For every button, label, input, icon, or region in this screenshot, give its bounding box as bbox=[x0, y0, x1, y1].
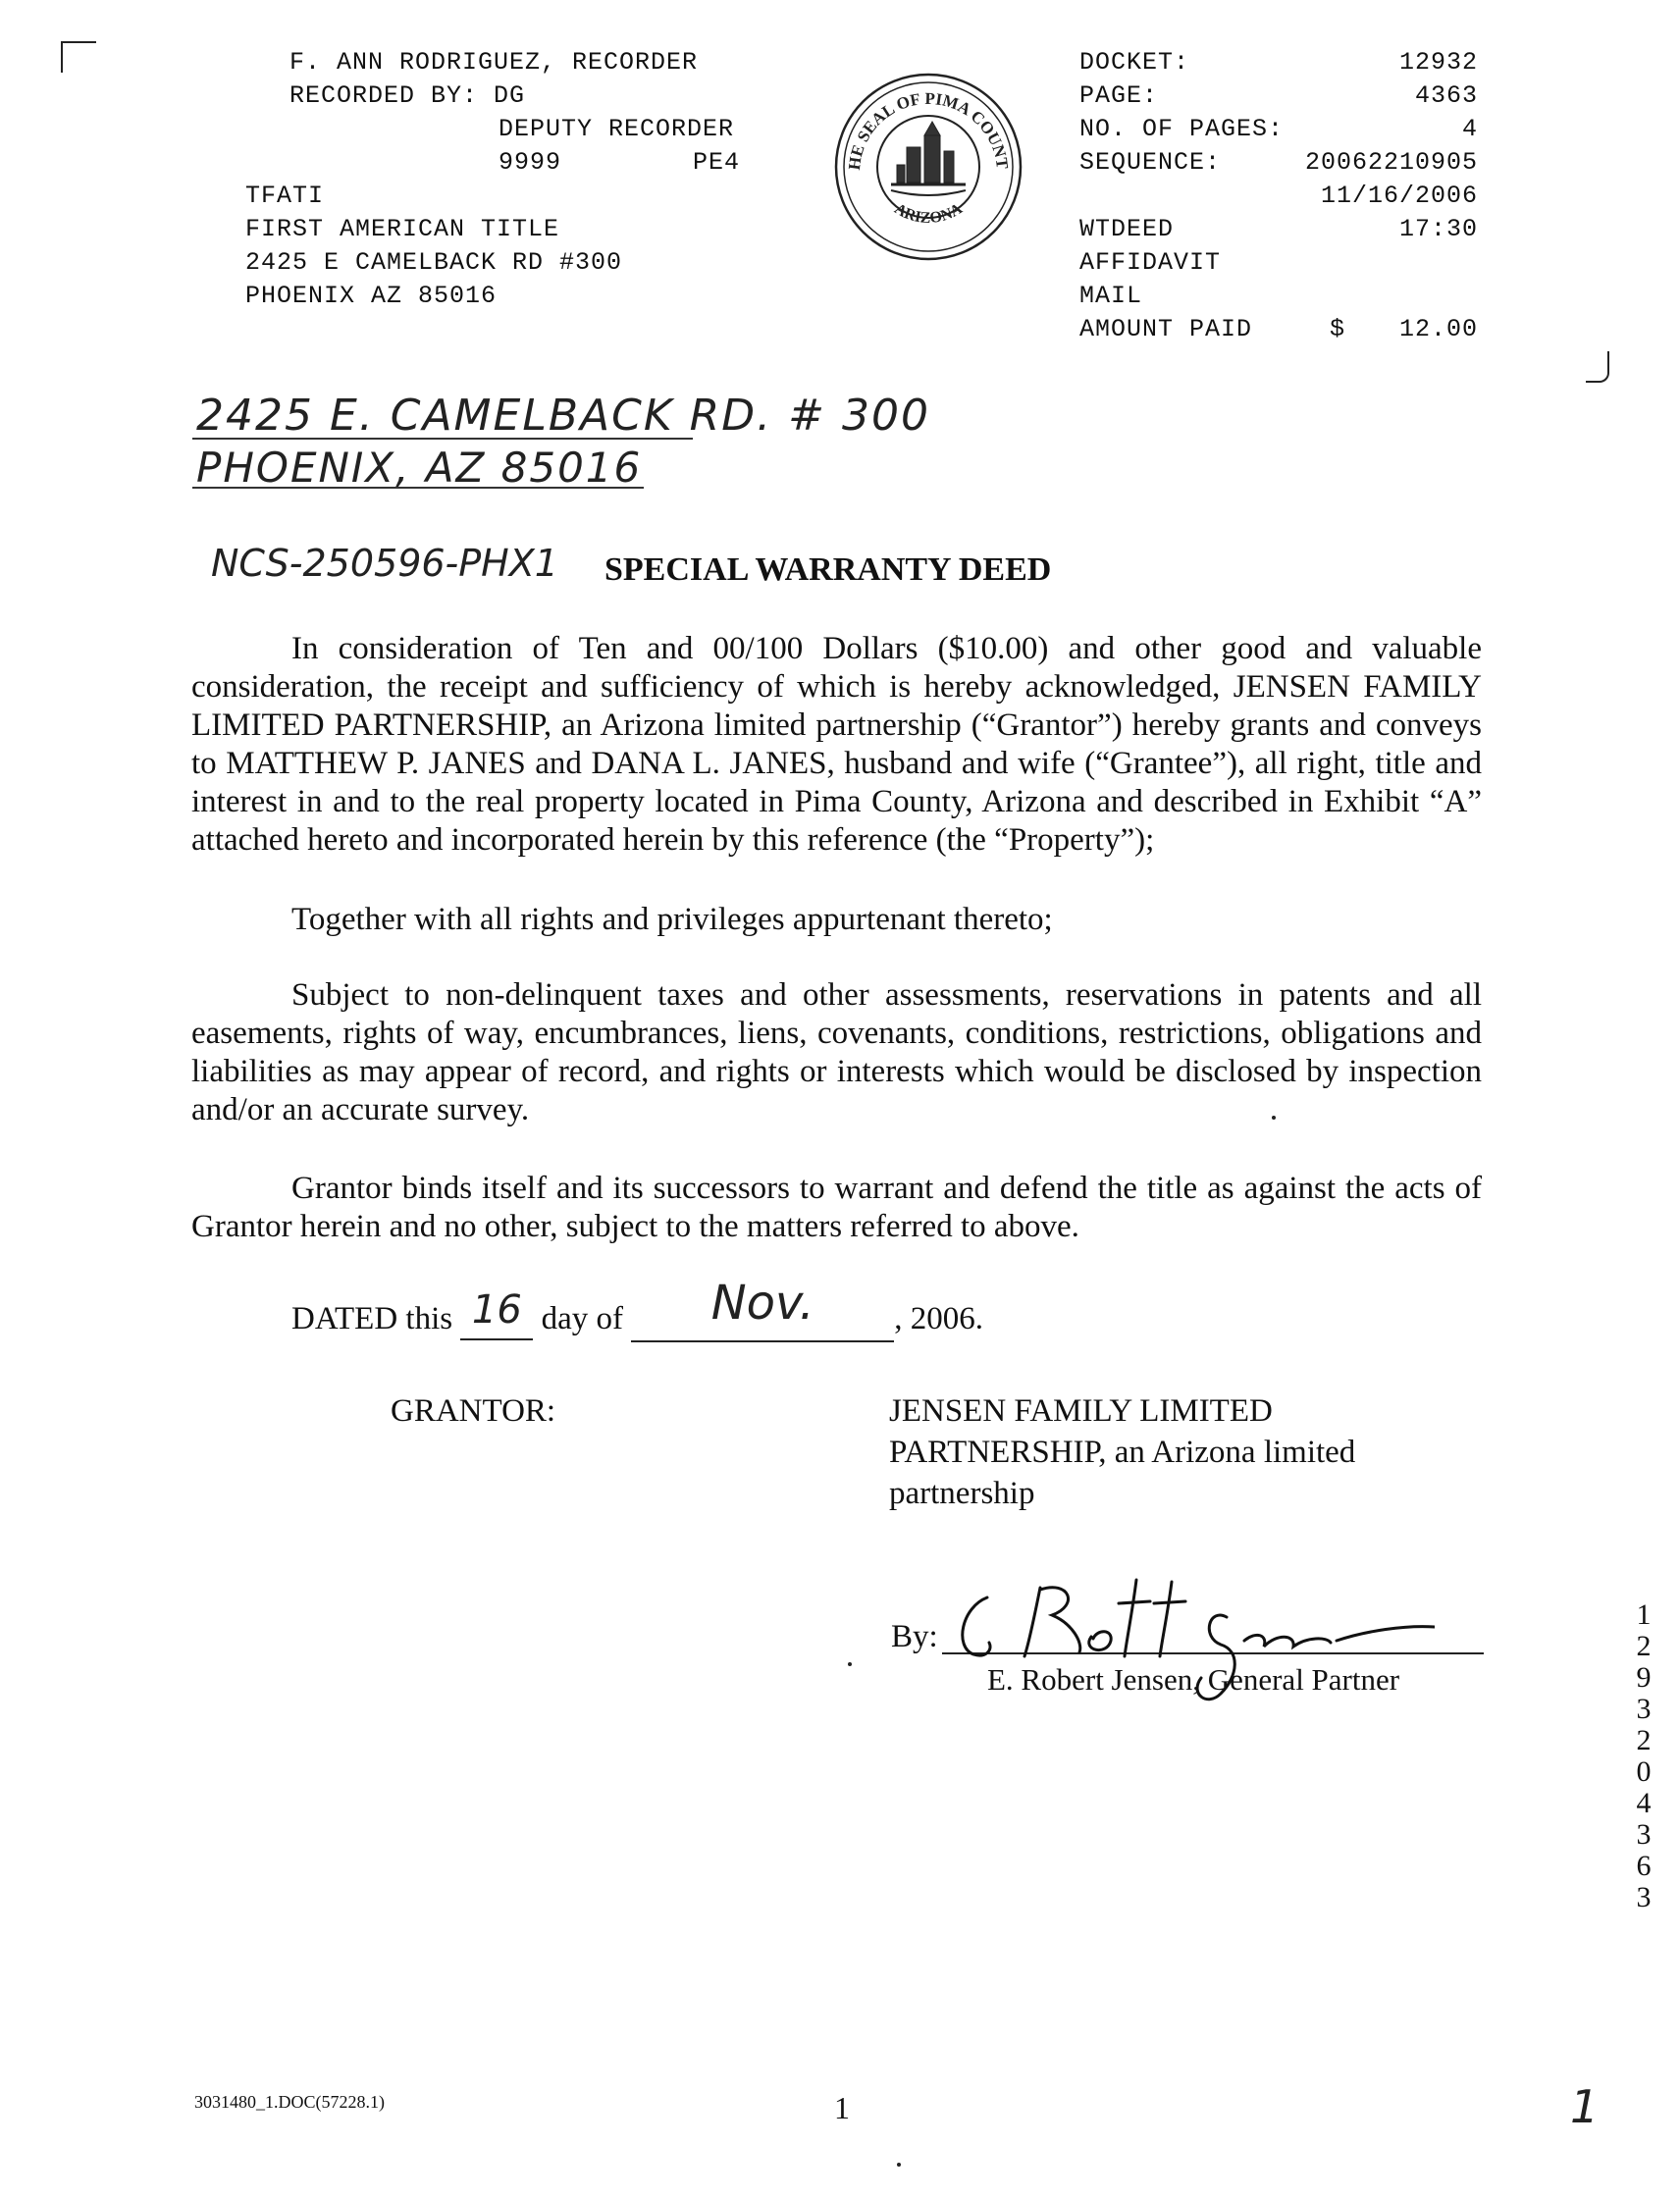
footer-corner-mark: 1 bbox=[1570, 2080, 1600, 2133]
page-value: 4363 bbox=[1414, 81, 1478, 110]
scan-dot bbox=[848, 1662, 852, 1666]
scan-dot bbox=[897, 2163, 901, 2167]
dated-month bbox=[631, 1276, 894, 1342]
grantor-entity-line-2: PARTNERSHIP, an Arizona limited bbox=[889, 1435, 1356, 1470]
svg-text:ARIZONA bbox=[891, 200, 966, 227]
mail-label: MAIL bbox=[1079, 282, 1143, 310]
affidavit-label: AFFIDAVIT bbox=[1079, 248, 1222, 277]
corner-mark-top-left bbox=[61, 41, 96, 73]
docket-value: 12932 bbox=[1398, 48, 1478, 77]
dated-day-value: 16 bbox=[471, 1287, 522, 1333]
handwritten-underline-1 bbox=[192, 438, 693, 440]
dated-suffix: , 2006. bbox=[894, 1301, 983, 1336]
amount-currency: $ bbox=[1330, 315, 1346, 343]
recorder-code-1: 9999 bbox=[499, 148, 562, 177]
recorded-time: 17:30 bbox=[1398, 215, 1478, 243]
consideration-paragraph: In consideration of Ten and 00/100 Dollars ($10.00) and other good and valuable consideration, the receipt and sufficiency of which is hereby acknowledged, JENSEN FAMILY LIMITED PARTNERSHIP, an Arizona limited partnership (“Grantor”) hereby grants and conveys to MATTHEW P. JANES and DANA L. JANES, husband and wife (“Grantee”), all right, title and interest in and to the real property located in Pima County, Arizona and described in Exhibit “A” attached hereto and incorporated herein by this reference (the “Property”); bbox=[191, 631, 1482, 858]
page-label: PAGE: bbox=[1079, 81, 1159, 110]
seal-graphic bbox=[832, 71, 1024, 263]
footer-page-number: 1 bbox=[834, 2090, 850, 2125]
dated-line bbox=[291, 1276, 983, 1342]
subject-to-paragraph: Subject to non-delinquent taxes and other assessments, reservations in patents and all easements, rights of way, encumbrances, liens, covenants, conditions, restrictions, obligations and liabilities as may appear of record, and rights or interests which would be disclosed by inspection and/or an accurate survey. bbox=[191, 977, 1482, 1127]
grantor-entity-line-3: partnership bbox=[889, 1476, 1035, 1511]
by-label: By: bbox=[891, 1619, 938, 1654]
footer-doc-id: 3031480_1.DOC(57228.1) bbox=[194, 2092, 385, 2112]
deputy-recorder: DEPUTY RECORDER bbox=[499, 115, 735, 143]
dated-month-value: Nov. bbox=[710, 1276, 814, 1331]
return-code: TFATI bbox=[245, 182, 325, 210]
amount-label: AMOUNT PAID bbox=[1079, 315, 1253, 343]
pages-value: 4 bbox=[1461, 115, 1478, 143]
handwritten-underline-2 bbox=[192, 487, 644, 489]
deed-title: SPECIAL WARRANTY DEED bbox=[604, 551, 1052, 588]
signer-name: E. Robert Jensen, General Partner bbox=[987, 1662, 1400, 1697]
rights-paragraph: Together with all rights and privileges appurtenant thereto; bbox=[291, 902, 1053, 937]
document-type: WTDEED bbox=[1079, 215, 1175, 243]
dated-day bbox=[460, 1287, 533, 1340]
recorded-by: RECORDED BY: DG bbox=[289, 81, 526, 110]
grantor-entity-line-1: JENSEN FAMILY LIMITED bbox=[889, 1393, 1273, 1429]
return-city: PHOENIX AZ 85016 bbox=[245, 282, 498, 310]
recorded-date: 11/16/2006 bbox=[1320, 182, 1478, 210]
corner-mark-right bbox=[1586, 351, 1609, 383]
seal-text-top: HE SEAL OF PIMA COUNT bbox=[844, 88, 1013, 172]
scan-dot bbox=[1272, 1116, 1276, 1120]
sequence-value: 20062210905 bbox=[1304, 148, 1478, 177]
warranty-paragraph: Grantor binds itself and its successors to warrant and defend the title as against the acts of Grantor herein and no other, subject to the matters referred to above. bbox=[191, 1171, 1482, 1244]
sequence-label: SEQUENCE: bbox=[1079, 148, 1222, 177]
return-street: 2425 E CAMELBACK RD #300 bbox=[245, 248, 623, 277]
side-docket-number: 1 2 9 3 2 0 4 3 6 3 bbox=[1636, 1598, 1652, 1913]
pages-label: NO. OF PAGES: bbox=[1079, 115, 1285, 143]
grantor-label: GRANTOR: bbox=[391, 1393, 556, 1429]
seal-text-bottom: ARIZONA bbox=[891, 200, 966, 228]
dated-prefix: DATED this bbox=[291, 1301, 453, 1336]
handwritten-address-line-1: 2425 E. CAMELBACK RD. # 300 bbox=[196, 391, 930, 441]
handwritten-address-line-2: PHOENIX, AZ 85016 bbox=[196, 444, 643, 492]
return-company: FIRST AMERICAN TITLE bbox=[245, 215, 560, 243]
svg-text:THE SEAL OF PIMA COUNTY bbox=[832, 71, 1012, 171]
docket-label: DOCKET: bbox=[1079, 48, 1190, 77]
recorder-name: F. ANN RODRIGUEZ, RECORDER bbox=[289, 48, 699, 77]
county-seal bbox=[832, 71, 1024, 263]
recorder-code-2: PE4 bbox=[693, 148, 741, 177]
dated-middle: day of bbox=[541, 1301, 623, 1336]
file-number: NCS-250596-PHX1 bbox=[211, 542, 558, 585]
amount-value: 12.00 bbox=[1398, 315, 1478, 343]
